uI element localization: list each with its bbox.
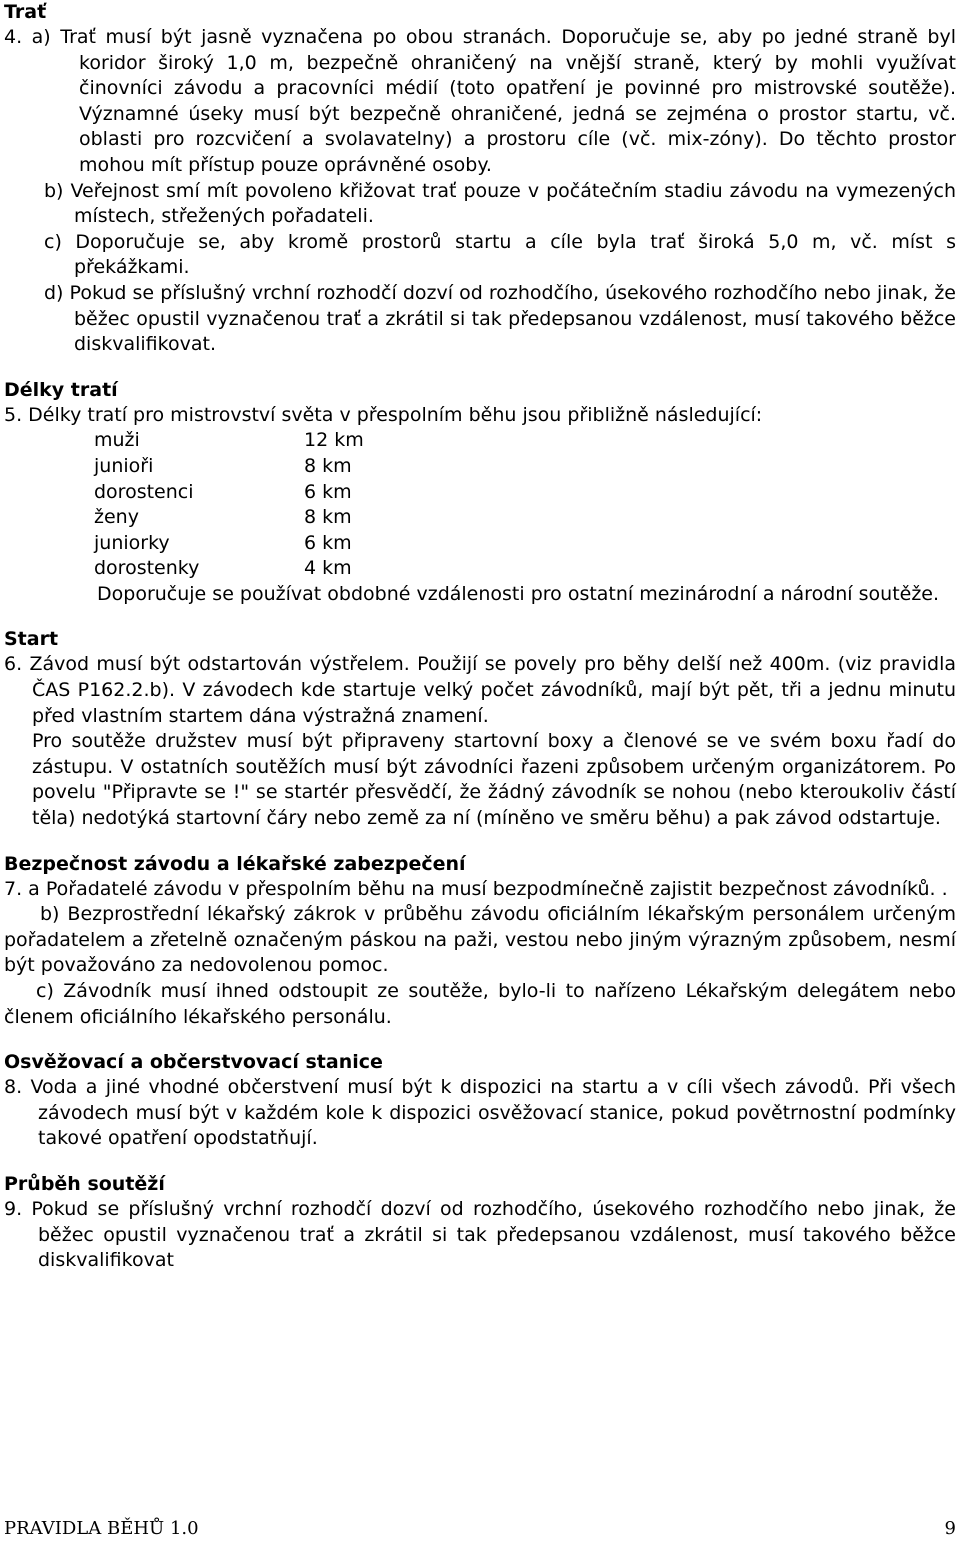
table-row	[94, 428, 364, 454]
paragraph-6a: 6. Závod musí být odstartován výstřelem. Použijí se povely pro běhy delší než 400m. (viz pravidla ČAS P162.2.b). V závodech kde startuje velký počet závodníků, mají být pět, tři a jednu minutu před vlastním startem dána výstražná znamení.	[4, 653, 956, 727]
paragraph-4b: b) Veřejnost smí mít povoleno křižovat trať pouze v počátečním stadiu závodu na vymezených místech, střežených pořadateli.	[44, 179, 956, 228]
distance-value: 4 km	[304, 557, 352, 580]
paragraph-4a: 4. a) Trať musí být jasně vyznačena po obou stranách. Doporučuje se, aby po jedné straně byl koridor široký 1,0 m, bezpečně ohraničený na vnější straně, který by mohli využívat činovníci závodu a pracovníci médií (toto opatření je povinné pro mistrovské soutěže). Významné úseky musí být bezpečně ohraničené, jedná se zejména o prostor startu, vč. oblasti pro rozcvičení a svolavatelny) a prostoru cíle (vč. mix-zóny). Do těchto prostor mohou mít přístup pouze oprávněné osoby.	[4, 26, 956, 176]
table-row	[94, 505, 364, 531]
paragraph-4d: d) Pokud se příslušný vrchní rozhodčí dozví od rozhodčího, úsekového rozhodčího nebo jinak, že běžec opustil vyznačenou trať a zkrátil si tak předepsanou vzdálenost, musí takového běžce diskvalifikovat.	[44, 281, 956, 356]
page-number: 9	[944, 1518, 956, 1539]
distance-value: 12 km	[304, 429, 364, 452]
section-delky	[4, 378, 956, 608]
section-heading-obcerstveni: Osvěžovací a občerstvovací stanice	[4, 1051, 383, 1074]
distance-category: dorostenci	[94, 480, 194, 503]
table-row	[94, 454, 364, 480]
paragraph-6b: Pro soutěže družstev musí být připraveny startovní boxy a členové se ve svém boxu řadí do zástupu. V ostatních soutěžích musí být závodníci řazeni způsobem určeným organizátorem. Po povelu "Připravte se !" se startér přesvědčí, že žádný závodník se nohou (nebo kteroukoliv částí těla) nedotýká startovní čáry nebo země za ní (míněno ve směru běhu) a pak závod odstartuje.	[32, 730, 956, 830]
paragraph-8: 8. Voda a jiné vhodné občerstvení musí být k dispozici na startu a v cíli všech závodů. Při všech závodech musí být v každém kole k dispozici osvěžovací stanice, pokud povětrnostní podmínky takové opatření opodstatňují.	[4, 1076, 956, 1150]
section-prubeh	[4, 1172, 956, 1274]
section-heading-trat: Trať	[4, 1, 47, 23]
distance-value: 6 km	[304, 480, 352, 503]
section-heading-prubeh: Průběh soutěží	[4, 1172, 165, 1195]
section-bezpecnost	[4, 852, 956, 1031]
paragraph-4c: c) Doporučuje se, aby kromě prostorů startu a cíle byla trať široká 5,0 m, vč. míst s překážkami.	[44, 230, 956, 279]
table-row	[94, 480, 364, 506]
distance-category: muži	[94, 429, 140, 452]
distance-category: dorostenky	[94, 557, 200, 580]
section-obcerstveni	[4, 1050, 956, 1152]
section-trat	[4, 0, 956, 358]
distance-category: ženy	[94, 506, 139, 529]
footer-title: PRAVIDLA BĚHŮ 1.0	[4, 1518, 199, 1539]
document-page	[4, 0, 956, 1274]
paragraph-9: 9. Pokud se příslušný vrchní rozhodčí dozví od rozhodčího, úsekového rozhodčího nebo jinak, že běžec opustil vyznačenou trať a zkrátil si tak předepsanou vzdálenost, musí takového běžce diskvalifikovat	[4, 1197, 956, 1272]
section-heading-delky: Délky tratí	[4, 378, 118, 401]
paragraph-7a: 7. a Pořadatelé závodu v přespolním běhu na musí bezpodmínečně zajistit bezpečnost závodníků. .	[4, 877, 948, 900]
page-footer	[4, 1518, 956, 1540]
distance-category: junioři	[94, 454, 154, 477]
table-row	[94, 531, 364, 557]
section-start	[4, 627, 956, 831]
distance-value: 8 km	[304, 454, 352, 477]
distance-category: juniorky	[94, 531, 170, 554]
distance-table	[94, 428, 364, 582]
paragraph-5-note: Doporučuje se používat obdobné vzdálenosti pro ostatní mezinárodní a národní soutěže.	[97, 582, 940, 605]
section-heading-start: Start	[4, 628, 59, 651]
paragraph-7b: b) Bezprostřední lékařský zákrok v průběhu závodu oficiálním lékařským personálem určeným pořadatelem a zřetelně označeným páskou na paži, vestou nebo jiným výrazným způsobem, nesmí být považováno za nedovolenou pomoc.	[4, 903, 956, 977]
paragraph-5: 5. Délky tratí pro mistrovství světa v přespolním běhu jsou přibližně následující:	[4, 403, 763, 426]
paragraph-7c: c) Závodník musí ihned odstoupit ze soutěže, bylo-li to nařízeno Lékařským delegátem nebo členem oficiálního lékařského personálu.	[4, 980, 956, 1028]
section-heading-bezpecnost: Bezpečnost závodu a lékařské zabezpečení	[4, 852, 466, 875]
distance-value: 6 km	[304, 531, 352, 554]
table-row	[94, 556, 364, 582]
distance-value: 8 km	[304, 506, 352, 529]
